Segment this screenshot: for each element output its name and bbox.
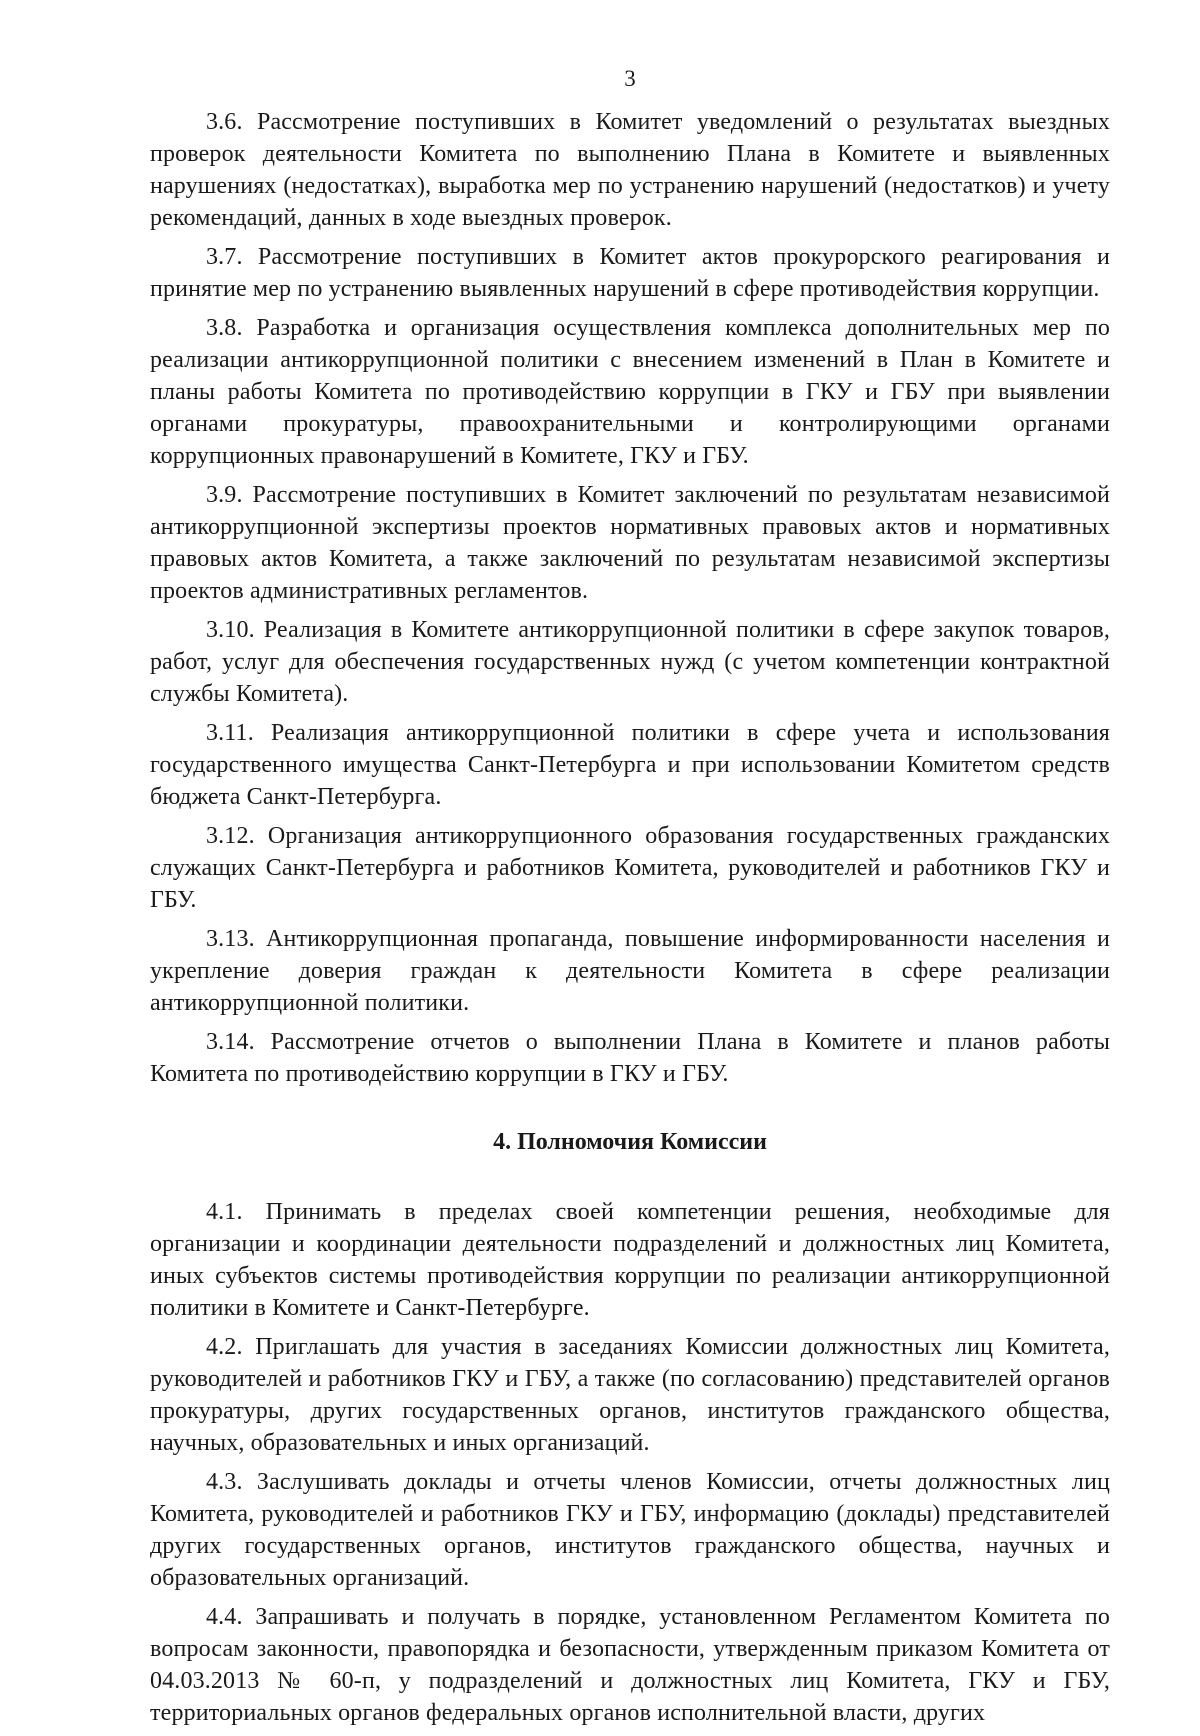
paragraph-4-2: 4.2. Приглашать для участия в заседаниях Комиссии должностных лиц Комитета, руководителей и работников ГКУ и ГБУ, а также (по согласованию) представителей органов прокуратуры, других государственных органов, институтов гражданского общества, научных, образовательных и иных организаций. — [150, 1334, 1110, 1456]
paragraph-3-11: 3.11. Реализация антикоррупционной политики в сфере учета и использования государственного имущества Санкт-Петербурга и при использовании Комитетом средств бюджета Санкт-Петербурга. — [150, 720, 1110, 810]
paragraph-3-8: 3.8. Разработка и организация осуществления комплекса дополнительных мер по реализации антикоррупционной политики с внесением изменений в План в Комитете и планы работы Комитета по противодействию коррупции в ГКУ и ГБУ при выявлении органами прокуратуры, правоохранительными и контролирующими органами коррупционных правонарушений в Комитете, ГКУ и ГБУ. — [150, 315, 1110, 469]
paragraph-3-7: 3.7. Рассмотрение поступивших в Комитет актов прокурорского реагирования и принятие мер по устранению выявленных нарушений в сфере противодействия коррупции. — [150, 244, 1110, 302]
paragraph-3-10: 3.10. Реализация в Комитете антикоррупционной политики в сфере закупок товаров, работ, услуг для обеспечения государственных нужд (с учетом компетенции контрактной службы Комитета). — [150, 617, 1110, 707]
paragraph-3-6: 3.6. Рассмотрение поступивших в Комитет уведомлений о результатах выездных проверок деятельности Комитета по выполнению Плана в Комитете и выявленных нарушениях (недостатках), выработка мер по устранению нарушений (недостатков) и учету рекомендаций, данных в ходе выездных проверок. — [150, 109, 1110, 231]
document-body — [150, 106, 1110, 1736]
section-heading: 4. Полномочия Комиссии — [493, 1129, 767, 1155]
paragraph-4-1: 4.1. Принимать в пределах своей компетенции решения, необходимые для организации и координации деятельности подразделений и должностных лиц Комитета, иных субъектов системы противодействия коррупции по реализации антикоррупционной политики в Комитете и Санкт-Петербурге. — [150, 1199, 1110, 1321]
document-page — [150, 0, 1110, 1726]
paragraph-4-4: 4.4. Запрашивать и получать в порядке, установленном Регламентом Комитета по вопросам законности, правопорядка и безопасности, утвержденным приказом Комитета от 04.03.2013 № 60-п, у подразделений и должностных лиц Комитета, ГКУ и ГБУ, территориальных органов федеральных органов исполнительной власти, других — [150, 1604, 1110, 1726]
paragraph-3-12: 3.12. Организация антикоррупционного образования государственных гражданских служащих Санкт-Петербурга и работников Комитета, руководителей и работников ГКУ и ГБУ. — [150, 823, 1110, 913]
page-number: 3 — [624, 66, 636, 91]
paragraph-4-3: 4.3. Заслушивать доклады и отчеты членов Комиссии, отчеты должностных лиц Комитета, руководителей и работников ГКУ и ГБУ, информацию (доклады) представителей других государственных органов, институтов гражданского общества, научных и образовательных организаций. — [150, 1469, 1110, 1591]
paragraph-3-14: 3.14. Рассмотрение отчетов о выполнении Плана в Комитете и планов работы Комитета по противодействию коррупции в ГКУ и ГБУ. — [150, 1029, 1110, 1087]
paragraph-3-9: 3.9. Рассмотрение поступивших в Комитет заключений по результатам независимой антикоррупционной экспертизы проектов нормативных правовых актов и нормативных правовых актов Комитета, а также заключений по результатам независимой экспертизы проектов административных регламентов. — [150, 482, 1110, 604]
paragraph-3-13: 3.13. Антикоррупционная пропаганда, повышение информированности населения и укрепление доверия граждан к деятельности Комитета в сфере реализации антикоррупционной политики. — [150, 926, 1110, 1016]
